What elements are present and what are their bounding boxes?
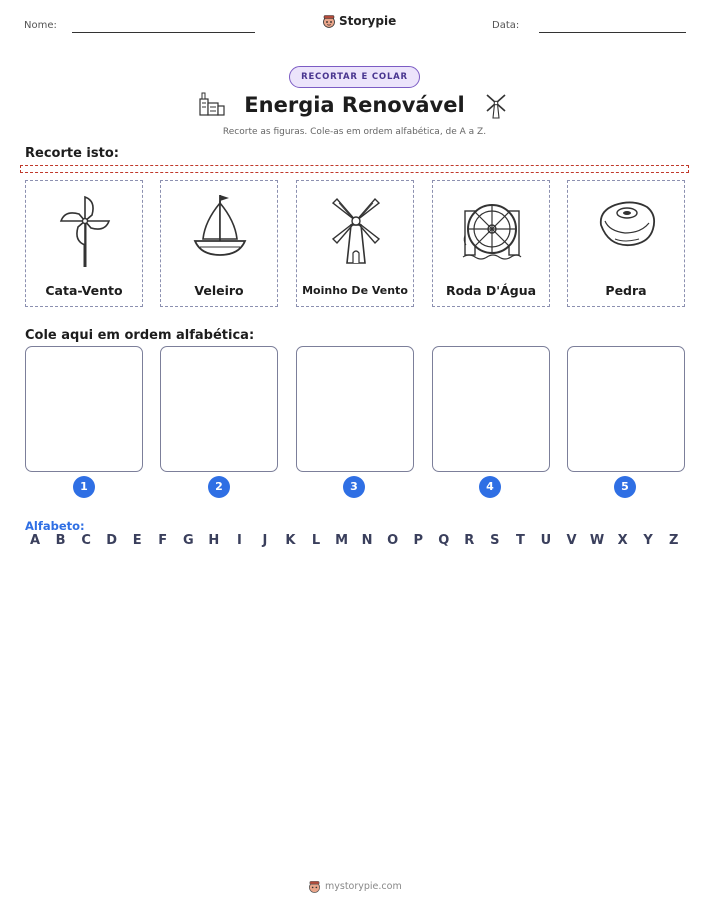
windmill-icon <box>327 191 385 269</box>
cut-card[interactable] <box>25 180 143 307</box>
cut-line <box>20 165 689 173</box>
alphabet-letter: Z <box>668 533 679 548</box>
alphabet-letter: F <box>158 533 168 548</box>
paste-box-3[interactable] <box>296 346 414 472</box>
card-label: Veleiro <box>194 283 244 298</box>
alphabet-letter: C <box>81 533 91 548</box>
paste-section-label: Cole aqui em ordem alfabética: <box>25 328 255 343</box>
alphabet-letter: U <box>540 533 552 548</box>
cut-card[interactable] <box>160 180 278 307</box>
cut-section-label: Recorte isto: <box>25 146 119 161</box>
name-line[interactable] <box>72 32 255 33</box>
name-label: Nome: <box>24 20 57 31</box>
alphabet-letter: W <box>589 533 605 548</box>
card-label: Moinho De Vento <box>302 284 408 297</box>
alphabet-letter: A <box>29 533 41 548</box>
storypie-mascot-icon <box>322 14 336 28</box>
cut-card[interactable] <box>296 180 414 307</box>
page-title: Energia Renovável <box>244 93 465 117</box>
windmill-title-icon <box>483 91 509 119</box>
paste-box-2[interactable] <box>160 346 278 472</box>
cut-card[interactable] <box>432 180 550 307</box>
order-number: 1 <box>73 476 95 498</box>
alphabet-letter: X <box>617 533 628 548</box>
order-number: 2 <box>208 476 230 498</box>
brand-name: Storypie <box>339 14 397 28</box>
card-label: Roda D'Água <box>445 283 537 298</box>
alphabet-letter: M <box>335 533 349 548</box>
alphabet-letter: Y <box>643 533 653 548</box>
alphabet-letter: E <box>132 533 142 548</box>
storypie-mascot-icon <box>308 880 321 893</box>
alphabet-letter: N <box>361 533 373 548</box>
order-number: 5 <box>614 476 636 498</box>
paste-box-5[interactable] <box>567 346 685 472</box>
card-label: Cata-Vento <box>45 283 123 298</box>
date-line[interactable] <box>539 32 686 33</box>
alphabet-letter: Q <box>438 533 450 548</box>
alphabet-letter: D <box>106 533 118 548</box>
alphabet-letter: G <box>182 533 194 548</box>
instructions: Recorte as figuras. Cole-as em ordem alfabética, de A a Z. <box>222 127 487 137</box>
alphabet-letter: T <box>515 533 525 548</box>
footer-url[interactable]: mystorypie.com <box>325 881 402 892</box>
alphabet-row <box>25 533 684 548</box>
card-label: Pedra <box>605 283 647 298</box>
alphabet-letter: K <box>285 533 296 548</box>
alphabet-letter: P <box>413 533 423 548</box>
alphabet-letter: I <box>236 533 242 548</box>
alphabet-letter: V <box>566 533 577 548</box>
stone-icon <box>595 191 657 269</box>
sailboat-icon <box>191 191 249 269</box>
alphabet-letter: L <box>311 533 321 548</box>
brand-logo <box>322 14 396 28</box>
order-number: 4 <box>479 476 501 498</box>
paste-box-1[interactable] <box>25 346 143 472</box>
waterwheel-icon <box>461 191 523 269</box>
cut-card[interactable] <box>567 180 685 307</box>
pinwheel-icon <box>56 191 114 269</box>
alphabet-letter: O <box>387 533 399 548</box>
paste-box-4[interactable] <box>432 346 550 472</box>
order-number: 3 <box>343 476 365 498</box>
alphabet-letter: R <box>464 533 475 548</box>
alphabet-letter: J <box>262 533 268 548</box>
alphabet-letter: H <box>208 533 220 548</box>
date-label: Data: <box>492 20 520 31</box>
footer <box>308 880 402 893</box>
activity-badge: RECORTAR E COLAR <box>289 66 420 88</box>
alphabet-letter: S <box>490 533 500 548</box>
alphabet-letter: B <box>55 533 66 548</box>
alphabet-label: Alfabeto: <box>25 519 85 533</box>
